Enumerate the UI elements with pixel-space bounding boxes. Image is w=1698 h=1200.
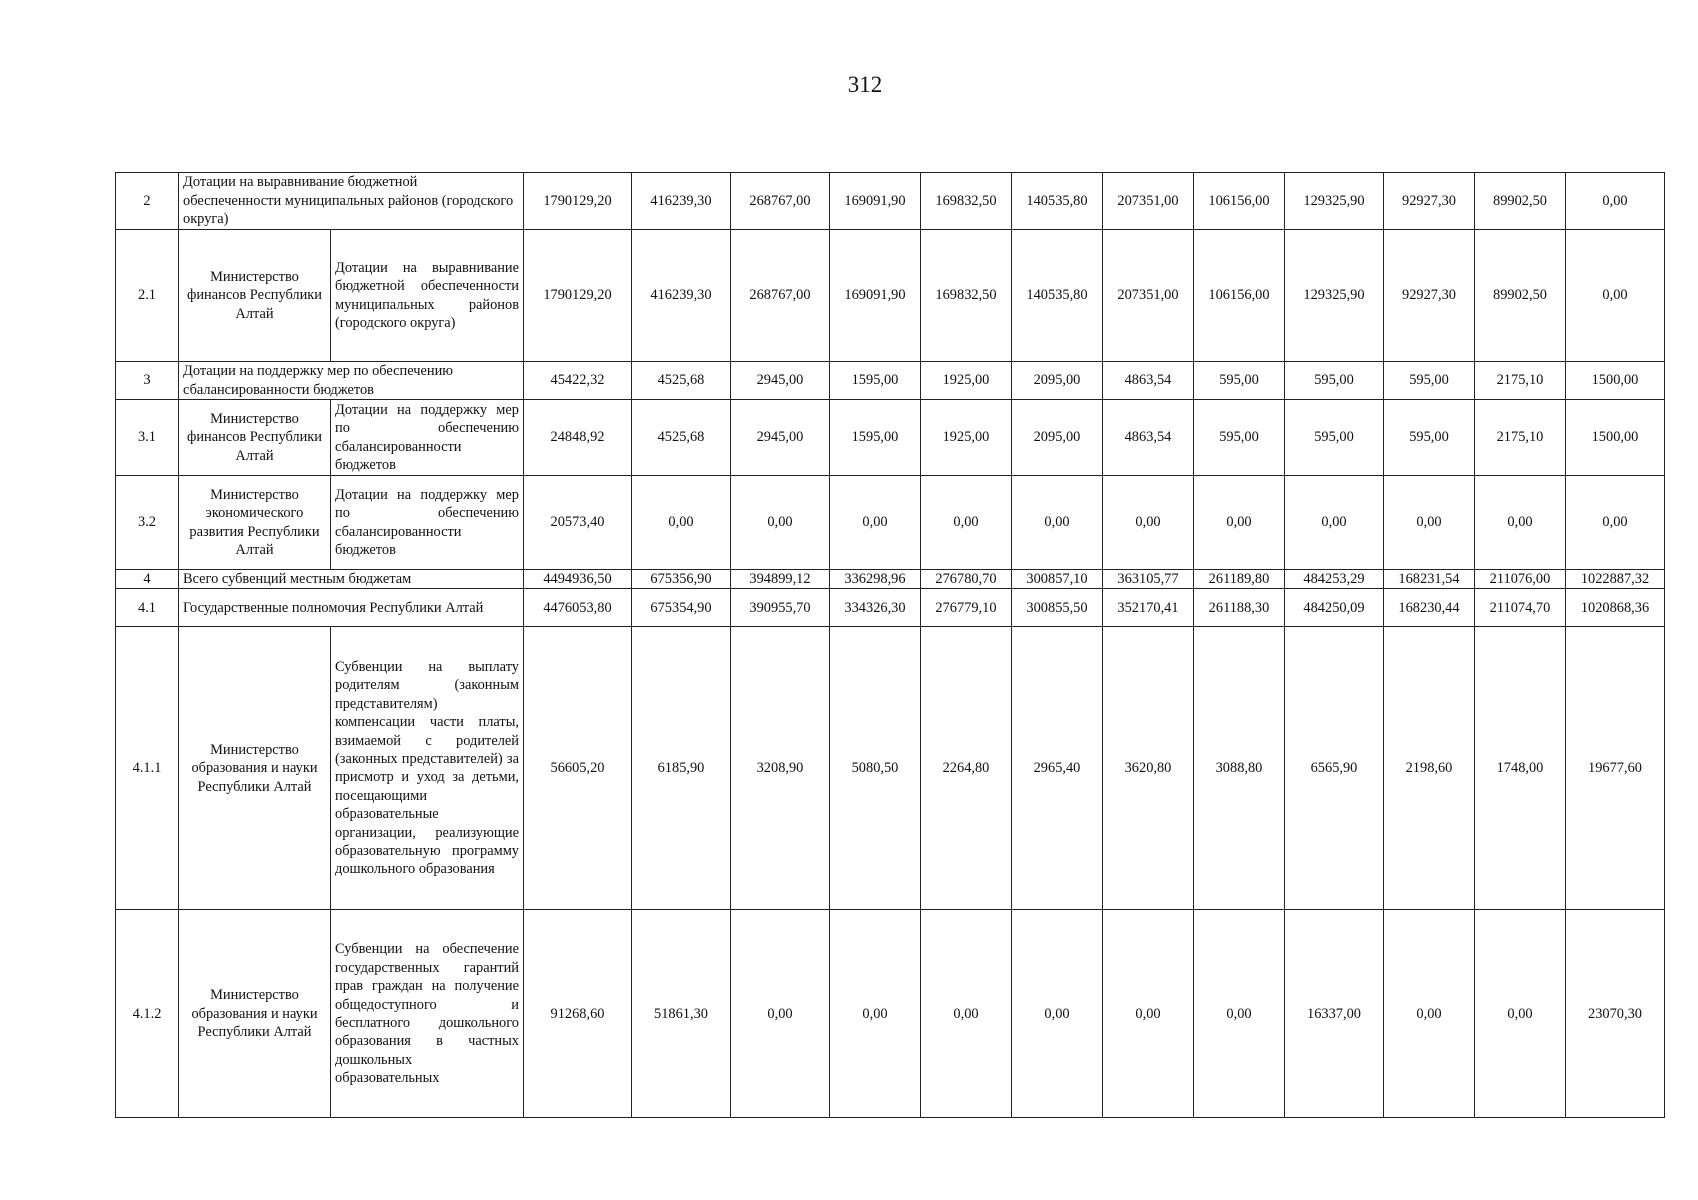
row-index: 3 — [116, 362, 179, 400]
amount-cell: 276780,70 — [921, 570, 1012, 589]
amount-cell: 45422,32 — [524, 362, 632, 400]
amount-cell: 595,00 — [1384, 362, 1475, 400]
amount-cell: 0,00 — [921, 910, 1012, 1118]
amount-cell: 4863,54 — [1103, 400, 1194, 476]
item-row — [116, 476, 1665, 570]
amount-cell: 595,00 — [1194, 362, 1285, 400]
amount-cell: 276779,10 — [921, 589, 1012, 627]
amount-cell: 1748,00 — [1475, 627, 1566, 910]
amount-cell: 390955,70 — [731, 589, 830, 627]
amount-cell: 2095,00 — [1012, 362, 1103, 400]
organization-cell: Министерство экономического развития Республики Алтай — [179, 476, 331, 570]
amount-cell: 300855,50 — [1012, 589, 1103, 627]
amount-cell: 169832,50 — [921, 173, 1012, 230]
amount-cell: 261188,30 — [1194, 589, 1285, 627]
amount-cell: 416239,30 — [632, 173, 731, 230]
description-cell: Дотации на поддержку мер по обеспечению сбалансированности бюджетов — [331, 400, 524, 476]
amount-cell: 1790129,20 — [524, 173, 632, 230]
amount-cell: 92927,30 — [1384, 230, 1475, 362]
amount-cell: 2175,10 — [1475, 362, 1566, 400]
amount-cell: 6185,90 — [632, 627, 731, 910]
amount-cell: 207351,00 — [1103, 173, 1194, 230]
amount-cell: 0,00 — [1566, 173, 1665, 230]
amount-cell: 0,00 — [1012, 476, 1103, 570]
amount-cell: 0,00 — [1384, 910, 1475, 1118]
row-index: 4.1 — [116, 589, 179, 627]
amount-cell: 5080,50 — [830, 627, 921, 910]
amount-cell: 0,00 — [830, 910, 921, 1118]
row-index: 2 — [116, 173, 179, 230]
amount-cell: 0,00 — [1475, 476, 1566, 570]
amount-cell: 1020868,36 — [1566, 589, 1665, 627]
organization-cell: Министерство образования и науки Республики Алтай — [179, 627, 331, 910]
row-index: 4 — [116, 570, 179, 589]
amount-cell: 2095,00 — [1012, 400, 1103, 476]
amount-cell: 2945,00 — [731, 400, 830, 476]
amount-cell: 595,00 — [1194, 400, 1285, 476]
item-row — [116, 627, 1665, 910]
amount-cell: 89902,50 — [1475, 230, 1566, 362]
amount-cell: 23070,30 — [1566, 910, 1665, 1118]
section-title: Дотации на поддержку мер по обеспечению сбалансированности бюджетов — [179, 362, 524, 400]
amount-cell: 0,00 — [1194, 476, 1285, 570]
row-index: 3.1 — [116, 400, 179, 476]
amount-cell: 416239,30 — [632, 230, 731, 362]
amount-cell: 0,00 — [1103, 910, 1194, 1118]
organization-cell: Министерство финансов Республики Алтай — [179, 400, 331, 476]
amount-cell: 3620,80 — [1103, 627, 1194, 910]
description-cell: Субвенции на выплату родителям (законным представителям) компенсации части платы, взимаемой с родителей (законных представителей) за присмотр и уход за детьми, посещающими образовательные организации, реализующие образовательную программу дошкольного образования — [331, 627, 524, 910]
amount-cell: 0,00 — [1012, 910, 1103, 1118]
amount-cell: 106156,00 — [1194, 173, 1285, 230]
amount-cell: 0,00 — [1285, 476, 1384, 570]
amount-cell: 1595,00 — [830, 400, 921, 476]
description-cell: Дотации на поддержку мер по обеспечению сбалансированности бюджетов — [331, 476, 524, 570]
amount-cell: 2264,80 — [921, 627, 1012, 910]
amount-cell: 4863,54 — [1103, 362, 1194, 400]
amount-cell: 675356,90 — [632, 570, 731, 589]
amount-cell: 352170,41 — [1103, 589, 1194, 627]
amount-cell: 0,00 — [921, 476, 1012, 570]
amount-cell: 56605,20 — [524, 627, 632, 910]
item-row — [116, 910, 1665, 1118]
row-index: 4.1.1 — [116, 627, 179, 910]
amount-cell: 4494936,50 — [524, 570, 632, 589]
amount-cell: 168230,44 — [1384, 589, 1475, 627]
amount-cell: 595,00 — [1285, 400, 1384, 476]
amount-cell: 675354,90 — [632, 589, 731, 627]
amount-cell: 2945,00 — [731, 362, 830, 400]
amount-cell: 0,00 — [1384, 476, 1475, 570]
amount-cell: 211076,00 — [1475, 570, 1566, 589]
amount-cell: 89902,50 — [1475, 173, 1566, 230]
amount-cell: 20573,40 — [524, 476, 632, 570]
amount-cell: 0,00 — [830, 476, 921, 570]
amount-cell: 3088,80 — [1194, 627, 1285, 910]
amount-cell: 268767,00 — [731, 173, 830, 230]
amount-cell: 169832,50 — [921, 230, 1012, 362]
page-number: 312 — [847, 72, 883, 97]
amount-cell: 363105,77 — [1103, 570, 1194, 589]
section-row — [116, 173, 1665, 230]
amount-cell: 1925,00 — [921, 362, 1012, 400]
amount-cell: 0,00 — [1475, 910, 1566, 1118]
section-title: Государственные полномочия Республики Алтай — [179, 589, 524, 627]
amount-cell: 140535,80 — [1012, 230, 1103, 362]
amount-cell: 484253,29 — [1285, 570, 1384, 589]
amount-cell: 1595,00 — [830, 362, 921, 400]
section-row — [116, 570, 1665, 589]
amount-cell: 595,00 — [1384, 400, 1475, 476]
amount-cell: 334326,30 — [830, 589, 921, 627]
amount-cell: 261189,80 — [1194, 570, 1285, 589]
organization-cell: Министерство финансов Республики Алтай — [179, 230, 331, 362]
amount-cell: 51861,30 — [632, 910, 731, 1118]
amount-cell: 91268,60 — [524, 910, 632, 1118]
amount-cell: 1022887,32 — [1566, 570, 1665, 589]
amount-cell: 3208,90 — [731, 627, 830, 910]
section-title: Дотации на выравнивание бюджетной обеспеченности муниципальных районов (городского округа) — [179, 173, 524, 230]
amount-cell: 300857,10 — [1012, 570, 1103, 589]
amount-cell: 484250,09 — [1285, 589, 1384, 627]
amount-cell: 19677,60 — [1566, 627, 1665, 910]
budget-table — [115, 172, 1665, 1118]
section-row — [116, 589, 1665, 627]
amount-cell: 169091,90 — [830, 173, 921, 230]
row-index: 2.1 — [116, 230, 179, 362]
amount-cell: 0,00 — [1103, 476, 1194, 570]
amount-cell: 336298,96 — [830, 570, 921, 589]
item-row — [116, 400, 1665, 476]
section-row — [116, 362, 1665, 400]
amount-cell: 0,00 — [1566, 476, 1665, 570]
amount-cell: 4525,68 — [632, 362, 731, 400]
amount-cell: 0,00 — [731, 910, 830, 1118]
amount-cell: 4476053,80 — [524, 589, 632, 627]
amount-cell: 168231,54 — [1384, 570, 1475, 589]
row-index: 4.1.2 — [116, 910, 179, 1118]
row-index: 3.2 — [116, 476, 179, 570]
amount-cell: 2965,40 — [1012, 627, 1103, 910]
amount-cell: 92927,30 — [1384, 173, 1475, 230]
amount-cell: 1925,00 — [921, 400, 1012, 476]
amount-cell: 211074,70 — [1475, 589, 1566, 627]
amount-cell: 207351,00 — [1103, 230, 1194, 362]
amount-cell: 129325,90 — [1285, 173, 1384, 230]
amount-cell: 24848,92 — [524, 400, 632, 476]
amount-cell: 169091,90 — [830, 230, 921, 362]
amount-cell: 1500,00 — [1566, 400, 1665, 476]
organization-cell: Министерство образования и науки Республики Алтай — [179, 910, 331, 1118]
description-cell: Субвенции на обеспечение государственных гарантий прав граждан на получение общедоступного и бесплатного дошкольного образования в частных дошкольных образовательных — [331, 910, 524, 1118]
amount-cell: 2175,10 — [1475, 400, 1566, 476]
item-row — [116, 230, 1665, 362]
amount-cell: 4525,68 — [632, 400, 731, 476]
amount-cell: 268767,00 — [731, 230, 830, 362]
amount-cell: 1500,00 — [1566, 362, 1665, 400]
amount-cell: 2198,60 — [1384, 627, 1475, 910]
amount-cell: 129325,90 — [1285, 230, 1384, 362]
amount-cell: 0,00 — [632, 476, 731, 570]
amount-cell: 140535,80 — [1012, 173, 1103, 230]
amount-cell: 0,00 — [1194, 910, 1285, 1118]
amount-cell: 106156,00 — [1194, 230, 1285, 362]
amount-cell: 6565,90 — [1285, 627, 1384, 910]
amount-cell: 595,00 — [1285, 362, 1384, 400]
amount-cell: 0,00 — [1566, 230, 1665, 362]
amount-cell: 394899,12 — [731, 570, 830, 589]
amount-cell: 16337,00 — [1285, 910, 1384, 1118]
amount-cell: 0,00 — [731, 476, 830, 570]
section-title: Всего субвенций местным бюджетам — [179, 570, 524, 589]
description-cell: Дотации на выравнивание бюджетной обеспеченности муниципальных районов (городского округа) — [331, 230, 524, 362]
amount-cell: 1790129,20 — [524, 230, 632, 362]
